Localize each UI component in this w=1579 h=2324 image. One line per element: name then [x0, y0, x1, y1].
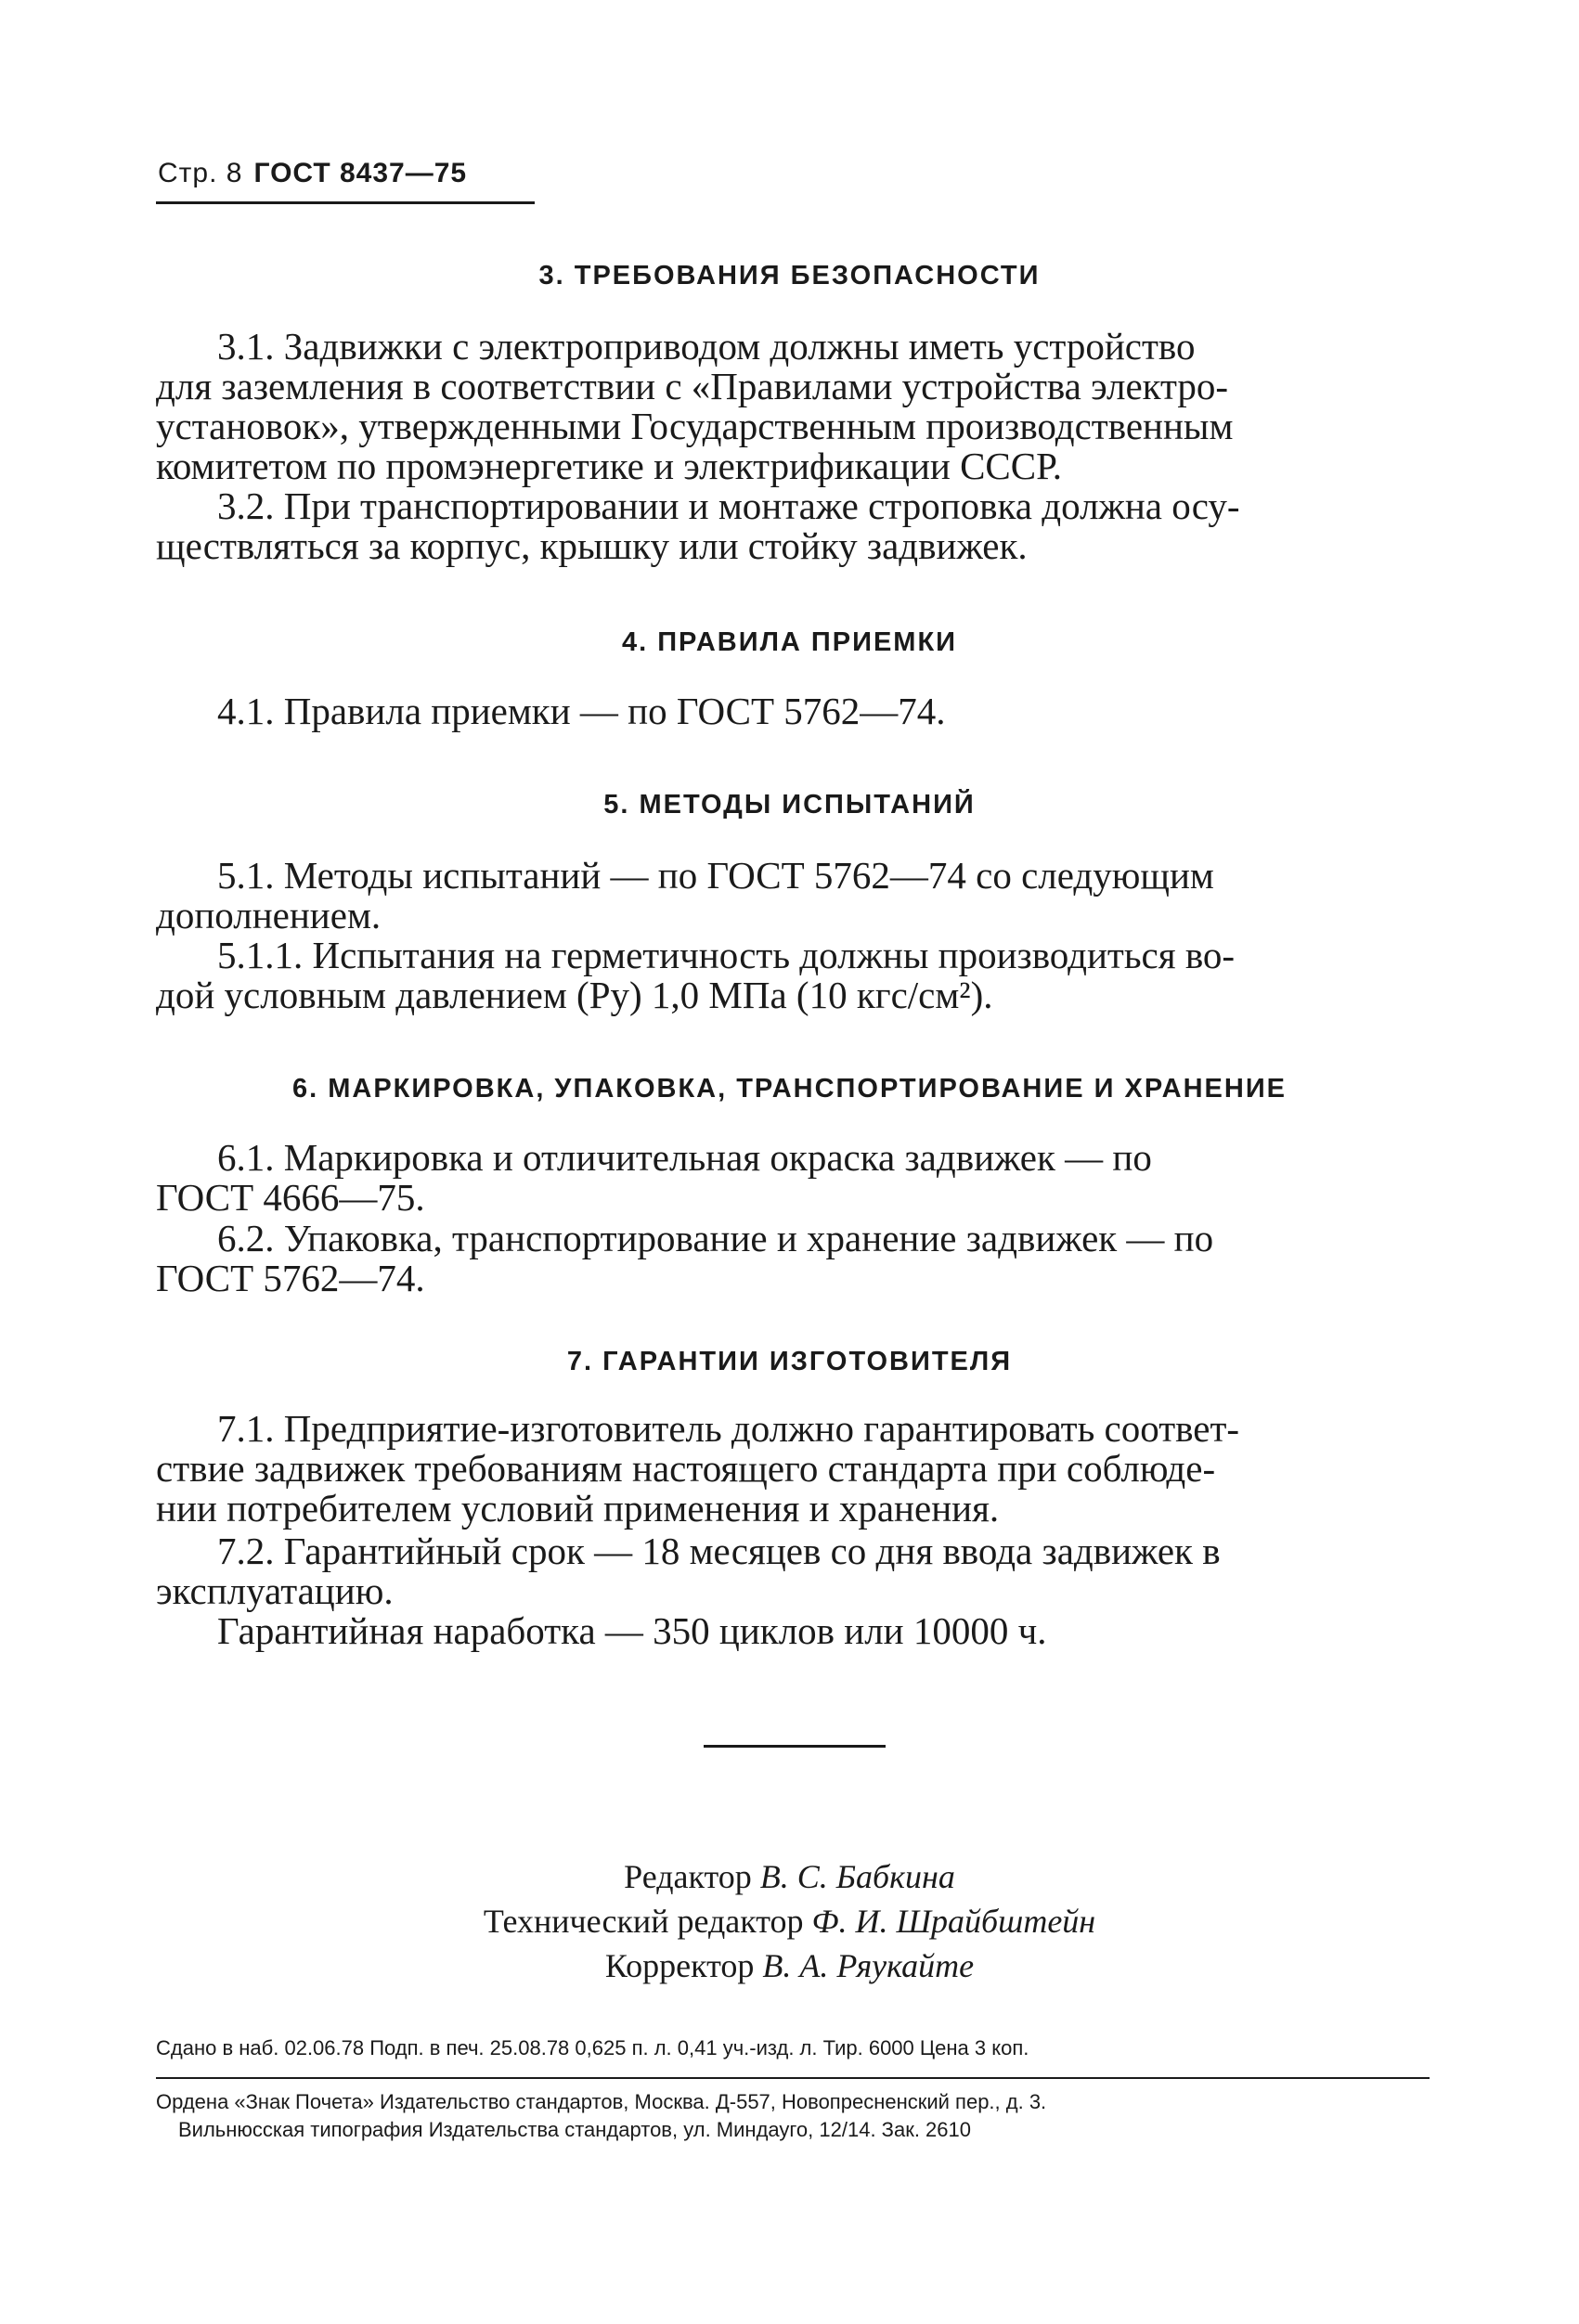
paragraph-5-1-1	[156, 936, 1428, 1015]
section-6-heading: 6. МАРКИРОВКА, УПАКОВКА, ТРАНСПОРТИРОВАНИЕ И ХРАНЕНИЕ	[291, 1074, 1288, 1104]
paragraph-7-2	[156, 1531, 1428, 1611]
paragraph-5-1	[156, 856, 1428, 936]
credit-tech-editor	[0, 1899, 1579, 1943]
paragraph-3-2	[156, 486, 1428, 566]
paragraph-3-1	[156, 327, 1428, 486]
text-line: эксплуатацию.	[156, 1569, 394, 1612]
credit-role: Технический редактор	[483, 1903, 804, 1940]
page-number: Стр. 8	[158, 158, 243, 188]
text-line: ГОСТ 5762—74.	[156, 1257, 425, 1299]
text-line: 6.2. Упаковка, транспортирование и хранение задвижек — по	[217, 1217, 1214, 1259]
credit-name: В. С. Бабкина	[759, 1858, 955, 1895]
text-line: 6.1. Маркировка и отличительная окраска задвижек — по	[217, 1136, 1152, 1179]
text-line: ГОСТ 4666—75.	[156, 1176, 425, 1219]
page-header	[158, 158, 467, 189]
standard-number: ГОСТ 8437—75	[253, 158, 468, 188]
credit-role: Редактор	[624, 1858, 752, 1895]
credit-name: Ф. И. Шрайбштейн	[811, 1903, 1096, 1940]
text-line: ствие задвижек требованиям настоящего стандарта при соблюде-	[156, 1447, 1216, 1490]
credit-corrector	[0, 1943, 1579, 1988]
section-3-heading: 3. ТРЕБОВАНИЯ БЕЗОПАСНОСТИ	[538, 261, 1041, 290]
header-rule	[156, 201, 535, 204]
section-5-heading: 5. МЕТОДЫ ИСПЫТАНИЙ	[603, 790, 976, 820]
text-line: 3.1. Задвижки с электроприводом должны иметь устройство	[217, 325, 1196, 368]
imprint-line-3: Вильнюсская типография Издательства стандартов, ул. Миндауго, 12/14. Зак. 2610	[178, 2118, 971, 2141]
imprint-line-2: Ордена «Знак Почета» Издательство стандартов, Москва. Д-557, Новопресненский пер., д. 3.	[156, 2090, 1047, 2113]
imprint-line-1: Сдано в наб. 02.06.78 Подп. в печ. 25.08.78 0,625 п. л. 0,41 уч.-изд. л. Тир. 6000 Цена 3 коп.	[156, 2036, 1029, 2059]
paragraph-6-1	[156, 1138, 1428, 1218]
paragraph-6-2	[156, 1219, 1428, 1298]
section-4-heading: 4. ПРАВИЛА ПРИЕМКИ	[621, 627, 958, 657]
text-line: 4.1. Правила приемки — по ГОСТ 5762—74.	[217, 690, 946, 732]
credit-editor	[0, 1854, 1579, 1899]
paragraph-4-1	[156, 691, 1428, 731]
text-line: 7.2. Гарантийный срок — 18 месяцев со дня ввода задвижек в	[217, 1530, 1221, 1572]
credit-role: Корректор	[604, 1947, 755, 1984]
text-line: 5.1. Методы испытаний — по ГОСТ 5762—74 со следующим	[217, 854, 1214, 897]
text-line: дополнением.	[156, 894, 382, 936]
separator-rule	[704, 1745, 886, 1748]
text-line: ществляться за корпус, крышку или стойку задвижек.	[156, 524, 1028, 567]
text-line: для заземления в соответствии с «Правилами устройства электро-	[156, 365, 1229, 407]
text-line: 5.1.1. Испытания на герметичность должны производиться во-	[217, 934, 1236, 976]
text-line: 7.1. Предприятие-изготовитель должно гарантировать соответ-	[217, 1407, 1240, 1450]
text-line: нии потребителем условий применения и хранения.	[156, 1487, 1000, 1530]
text-line: комитетом по промэнергетике и электрификации СССР.	[156, 445, 1063, 487]
paragraph-7-1	[156, 1409, 1428, 1529]
credit-name: В. А. Ряукайте	[762, 1947, 975, 1984]
text-line: дой условным давлением (Pу) 1,0 МПа (10 кгс/см²).	[156, 974, 993, 1016]
imprint-rule	[156, 2077, 1430, 2079]
paragraph-7-3	[156, 1611, 1428, 1651]
text-line: 3.2. При транспортировании и монтаже строповка должна осу-	[217, 484, 1240, 527]
text-line: установок», утвержденными Государственным производственным	[156, 405, 1234, 447]
text-line: Гарантийная наработка — 350 циклов или 10000 ч.	[217, 1609, 1047, 1652]
section-7-heading: 7. ГАРАНТИИ ИЗГОТОВИТЕЛЯ	[566, 1347, 1013, 1376]
